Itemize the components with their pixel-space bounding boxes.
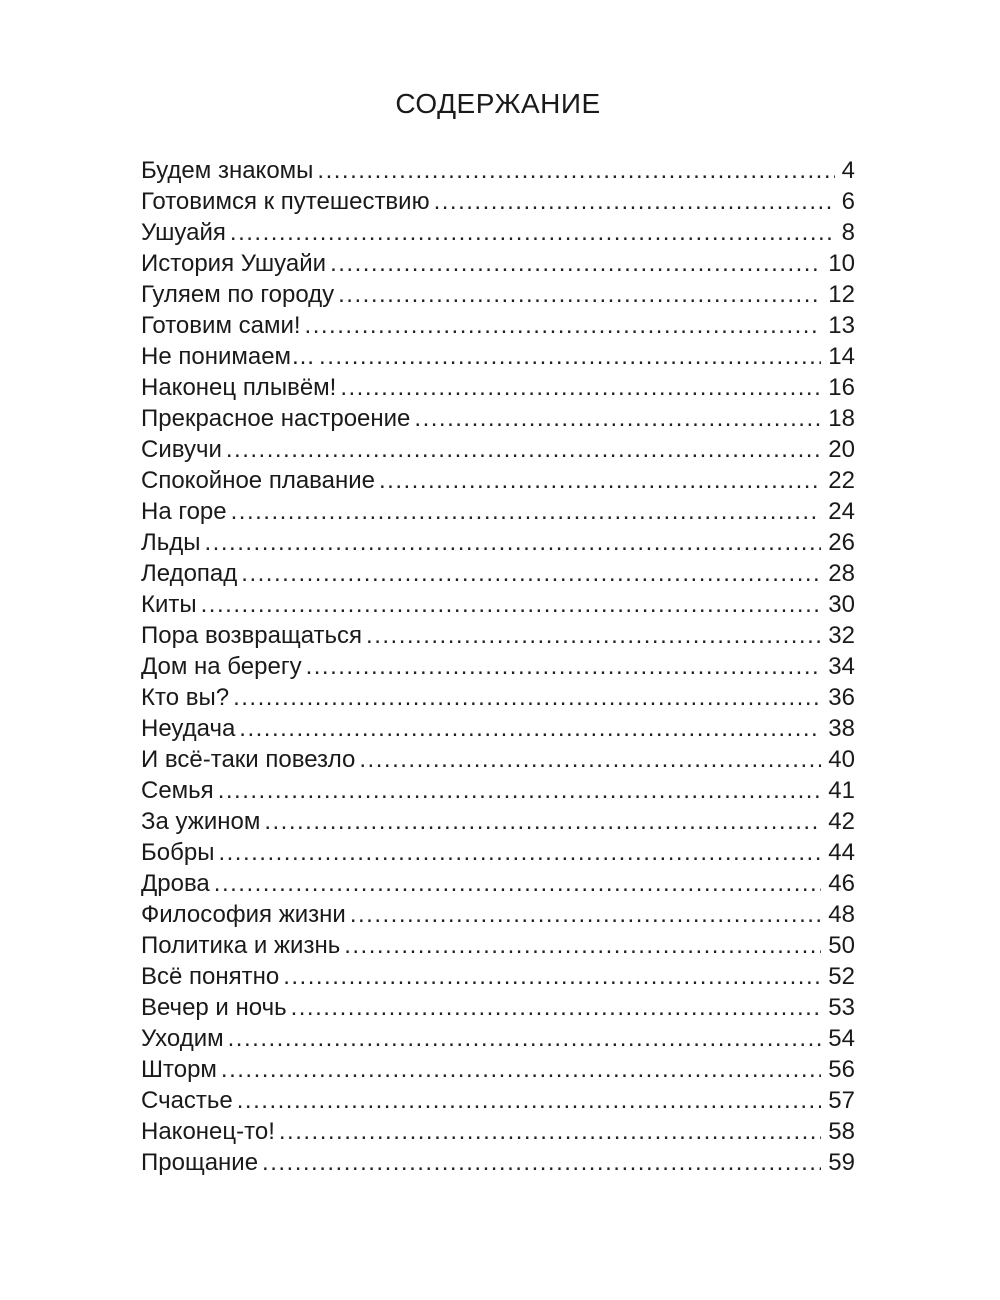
toc-entry-title: Прощание: [141, 1149, 259, 1176]
toc-entry-title: Дрова: [141, 870, 210, 897]
toc-entry-page: 13: [828, 312, 855, 339]
toc-entry: [141, 186, 855, 217]
toc-entry: [141, 682, 855, 713]
toc-entry-title: Будем знакомы: [141, 157, 314, 184]
toc-entry-page: 18: [828, 405, 855, 432]
dot-leader: [233, 682, 821, 713]
toc-entry-page: 40: [828, 746, 855, 773]
toc-entry-page: 36: [828, 684, 855, 711]
toc-entry-title: Политика и жизнь: [141, 932, 341, 959]
dot-leader: [306, 651, 822, 682]
toc-entry-page: 58: [828, 1118, 855, 1145]
dot-leader: [350, 899, 821, 930]
toc-entry-title: Готовим сами!: [141, 312, 301, 339]
toc-entry-page: 14: [828, 343, 855, 370]
toc-entry-title: Спокойное плавание: [141, 467, 375, 494]
toc-entry-title: Бобры: [141, 839, 215, 866]
toc-entry: [141, 961, 855, 992]
dot-leader: [330, 248, 821, 279]
toc-entry: [141, 403, 855, 434]
page-title: СОДЕРЖАНИЕ: [395, 88, 601, 119]
toc-entry: [141, 713, 855, 744]
toc-entry-page: 46: [828, 870, 855, 897]
toc-entry: [141, 837, 855, 868]
toc-entry-title: И всё-таки повезло: [141, 746, 356, 773]
dot-leader: [226, 434, 821, 465]
toc-entry: [141, 775, 855, 806]
toc-entry-title: Готовимся к путешествию: [141, 188, 430, 215]
toc-entry: [141, 899, 855, 930]
dot-leader: [340, 372, 821, 403]
toc-entry: [141, 465, 855, 496]
toc-entry: [141, 1147, 855, 1178]
toc-entry-page: 16: [828, 374, 855, 401]
toc-entry: [141, 434, 855, 465]
toc-entry-title: Гуляем по городу: [141, 281, 335, 308]
toc-entry-title: Семья: [141, 777, 214, 804]
toc-entry: [141, 558, 855, 589]
dot-leader: [291, 992, 822, 1023]
toc-entry-page: 48: [828, 901, 855, 928]
toc-entry-page: 10: [828, 250, 855, 277]
toc-entry: [141, 868, 855, 899]
toc-entry-title: Ушуайя: [141, 219, 226, 246]
toc-entry-page: 34: [828, 653, 855, 680]
toc-entry-title: Киты: [141, 591, 197, 618]
toc-entry-title: История Ушуайи: [141, 250, 327, 277]
dot-leader: [414, 403, 821, 434]
dot-leader: [434, 186, 835, 217]
toc-entry-title: Всё понятно: [141, 963, 280, 990]
toc-entry-page: 38: [828, 715, 855, 742]
toc-entry-title: На горе: [141, 498, 227, 525]
toc-entry-page: 30: [828, 591, 855, 618]
toc-entry: [141, 527, 855, 558]
dot-leader: [359, 744, 821, 775]
toc-entry-title: Счастье: [141, 1087, 233, 1114]
dot-leader: [230, 217, 835, 248]
dot-leader: [338, 279, 821, 310]
toc-entry: [141, 217, 855, 248]
dot-leader: [201, 589, 822, 620]
dot-leader: [264, 806, 821, 837]
toc-entry-page: 26: [828, 529, 855, 556]
toc-entry-page: 53: [828, 994, 855, 1021]
toc-entry-page: 54: [828, 1025, 855, 1052]
toc-entry: [141, 806, 855, 837]
toc-entry-page: 20: [828, 436, 855, 463]
toc-entry-page: 22: [828, 467, 855, 494]
dot-leader: [218, 837, 821, 868]
toc-list: [141, 155, 855, 1178]
toc-entry-title: Прекрасное настроение: [141, 405, 411, 432]
toc-entry-page: 6: [841, 188, 855, 215]
toc-entry-page: 24: [828, 498, 855, 525]
toc-entry: [141, 248, 855, 279]
dot-leader: [239, 713, 821, 744]
toc-entry-page: 32: [828, 622, 855, 649]
toc-entry: [141, 279, 855, 310]
dot-leader: [317, 155, 834, 186]
toc-entry-title: За ужином: [141, 808, 261, 835]
dot-leader: [221, 1054, 821, 1085]
toc-entry-page: 42: [828, 808, 855, 835]
toc-entry-page: 52: [828, 963, 855, 990]
toc-entry-title: Философия жизни: [141, 901, 346, 928]
toc-entry-page: 12: [828, 281, 855, 308]
dot-leader: [214, 868, 822, 899]
toc-entry: [141, 1023, 855, 1054]
toc-entry-title: Уходим: [141, 1025, 224, 1052]
toc-entry: [141, 1085, 855, 1116]
dot-leader: [241, 558, 821, 589]
dot-leader: [283, 961, 821, 992]
dot-leader: [344, 930, 821, 961]
toc-entry-title: Вечер и ночь: [141, 994, 287, 1021]
toc-entry: [141, 1054, 855, 1085]
toc-entry: [141, 620, 855, 651]
toc-entry: [141, 651, 855, 682]
toc-entry: [141, 1116, 855, 1147]
toc-entry-page: 50: [828, 932, 855, 959]
toc-entry: [141, 310, 855, 341]
toc-entry-title: Пора возвращаться: [141, 622, 363, 649]
toc-entry-page: 44: [828, 839, 855, 866]
toc-entry-page: 57: [828, 1087, 855, 1114]
toc-entry-title: Ледопад: [141, 560, 238, 587]
toc-entry: [141, 992, 855, 1023]
dot-leader: [262, 1147, 821, 1178]
toc-page: [141, 0, 855, 1178]
toc-entry-title: Сивучи: [141, 436, 222, 463]
toc-entry-page: 59: [828, 1149, 855, 1176]
toc-entry-title: Дом на берегу: [141, 653, 302, 680]
toc-entry-title: Кто вы?: [141, 684, 230, 711]
dot-leader: [237, 1085, 822, 1116]
dot-leader: [366, 620, 821, 651]
dot-leader: [379, 465, 821, 496]
dot-leader: [218, 775, 822, 806]
toc-entry: [141, 589, 855, 620]
toc-entry: [141, 372, 855, 403]
toc-entry-title: Неудача: [141, 715, 236, 742]
dot-leader: [228, 1023, 822, 1054]
toc-entry-title: Наконец плывём!: [141, 374, 337, 401]
toc-entry-title: Льды: [141, 529, 201, 556]
toc-entry-page: 8: [841, 219, 855, 246]
dot-leader: [305, 310, 822, 341]
toc-entry-page: 28: [828, 560, 855, 587]
dot-leader: [231, 496, 822, 527]
toc-entry: [141, 341, 855, 372]
toc-entry-page: 41: [828, 777, 855, 804]
toc-entry-page: 4: [841, 157, 855, 184]
dot-leader: [205, 527, 822, 558]
toc-entry: [141, 930, 855, 961]
toc-entry: [141, 496, 855, 527]
toc-entry-title: Наконец-то!: [141, 1118, 275, 1145]
toc-entry-title: Шторм: [141, 1056, 217, 1083]
dot-leader: [319, 341, 821, 372]
toc-entry: [141, 744, 855, 775]
toc-entry: [141, 155, 855, 186]
toc-entry-title: Не понимаем…: [141, 343, 316, 370]
toc-entry-page: 56: [828, 1056, 855, 1083]
dot-leader: [279, 1116, 821, 1147]
